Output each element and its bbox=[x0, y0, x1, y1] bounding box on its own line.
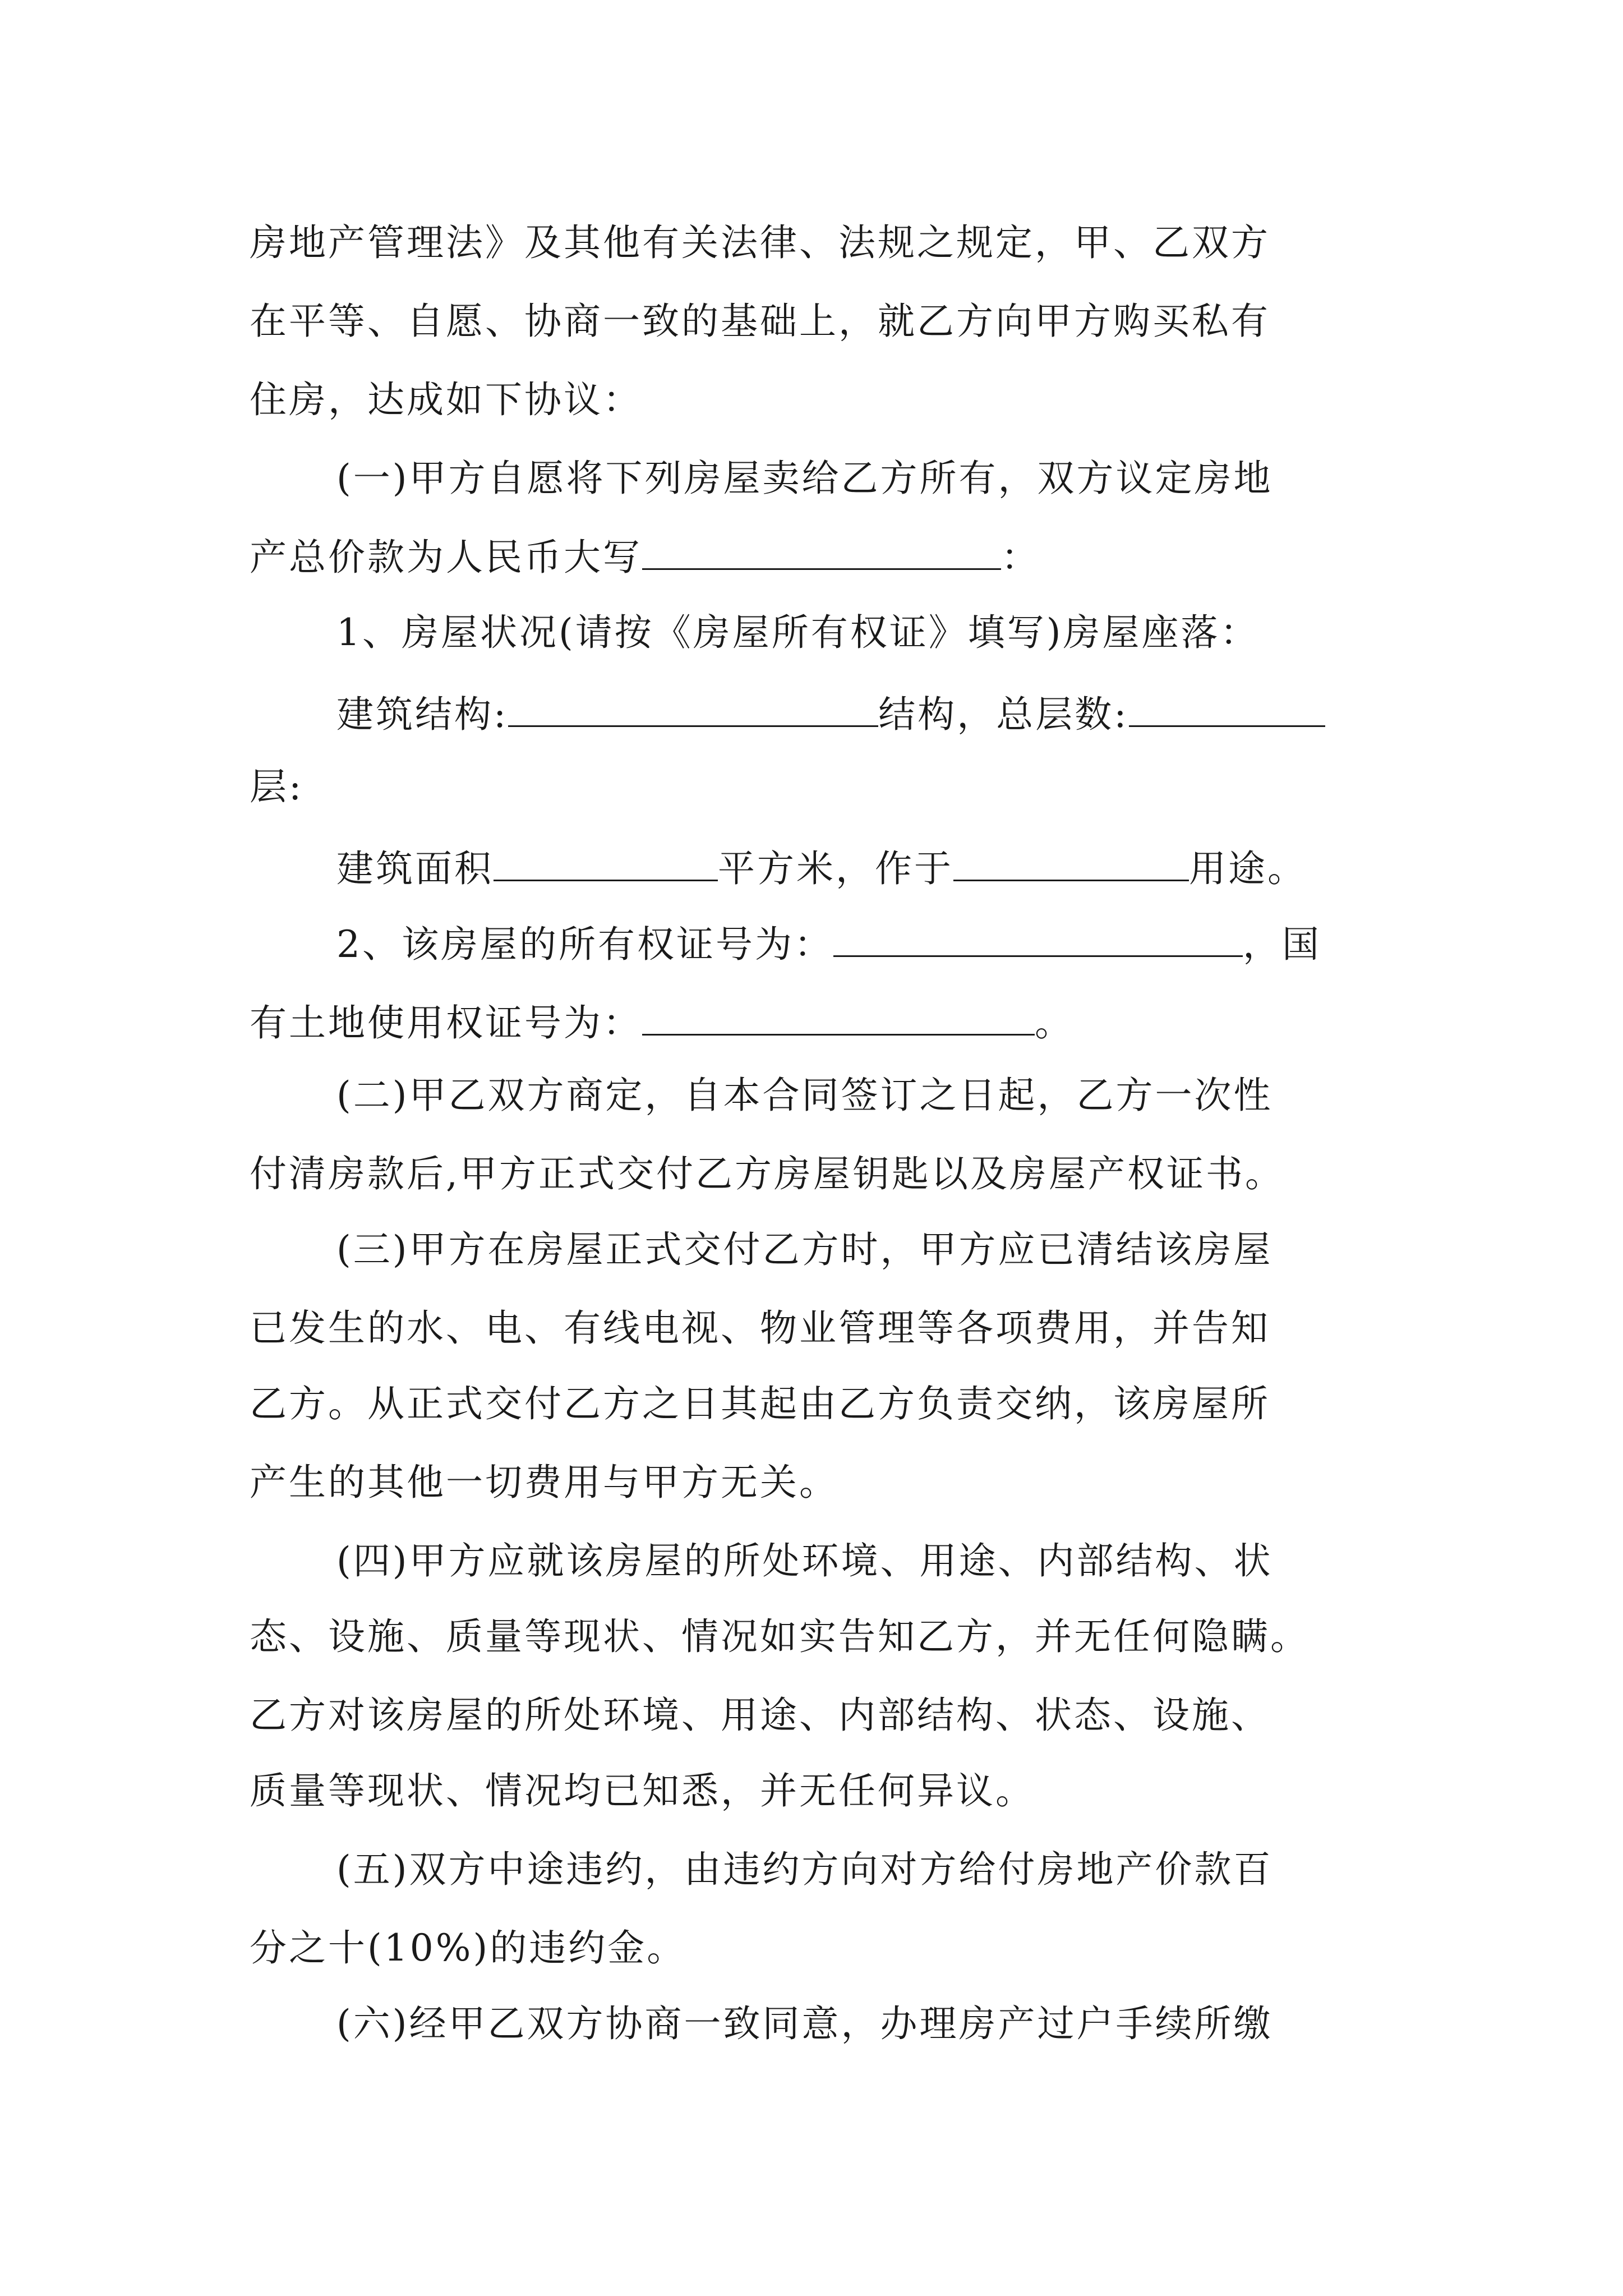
text-segment: ，国 bbox=[1243, 923, 1321, 966]
text-segment: 住房，达成如下协议： bbox=[250, 378, 642, 421]
text-line-7 bbox=[336, 693, 1325, 736]
text-segment: 乙方。从正式交付乙方之日其起由乙方负责交纳，该房屋所 bbox=[250, 1382, 1270, 1425]
fill-in-blank[interactable] bbox=[642, 536, 1001, 570]
text-line-21 bbox=[250, 1769, 1035, 1812]
text-segment: 2、该房屋的所有权证号为： bbox=[336, 923, 833, 966]
text-segment: 付清房款后,甲方正式交付乙方房屋钥匙以及房屋产权证书。 bbox=[250, 1152, 1284, 1195]
text-segment: (五)双方中途违约，由违约方向对方给付房地产价款百 bbox=[336, 1848, 1273, 1891]
text-segment: 产生的其他一切费用与甲方无关。 bbox=[250, 1461, 838, 1504]
text-segment: 用途。 bbox=[1189, 847, 1307, 890]
text-line-24 bbox=[336, 2002, 1273, 2045]
text-segment: 有土地使用权证号为： bbox=[250, 1001, 642, 1045]
fill-in-blank[interactable] bbox=[642, 1001, 1035, 1036]
text-line-11 bbox=[250, 1001, 1074, 1045]
text-line-17 bbox=[250, 1461, 838, 1504]
text-line-10 bbox=[336, 923, 1321, 966]
text-segment: 建筑面积 bbox=[336, 847, 494, 890]
text-line-23 bbox=[250, 1926, 686, 1970]
fill-in-blank[interactable] bbox=[833, 923, 1243, 957]
text-line-5 bbox=[250, 536, 1040, 579]
text-segment: 层: bbox=[250, 765, 304, 808]
text-line-12 bbox=[336, 1074, 1273, 1117]
text-line-19 bbox=[250, 1615, 1310, 1658]
text-segment: 态、设施、质量等现状、情况如实告知乙方，并无任何隐瞒。 bbox=[250, 1615, 1310, 1658]
text-line-6 bbox=[336, 611, 1260, 654]
text-segment: 建筑结构: bbox=[336, 693, 509, 736]
text-segment: 已发生的水、电、有线电视、物业管理等各项费用，并告知 bbox=[250, 1306, 1270, 1350]
text-segment: 产总价款为人民币大写 bbox=[250, 536, 642, 579]
text-segment: ： bbox=[1001, 536, 1040, 579]
text-segment: 分之十(10%)的违约金。 bbox=[250, 1926, 686, 1970]
text-segment: (二)甲乙双方商定，自本合同签订之日起，乙方一次性 bbox=[336, 1074, 1273, 1117]
fill-in-blank[interactable] bbox=[508, 693, 878, 727]
text-segment: (一)甲方自愿将下列房屋卖给乙方所有，双方议定房地 bbox=[336, 457, 1273, 500]
text-segment: 在平等、自愿、协商一致的基础上，就乙方向甲方购买私有 bbox=[250, 300, 1270, 343]
text-segment: 质量等现状、情况均已知悉，并无任何异议。 bbox=[250, 1769, 1035, 1812]
text-segment: 。 bbox=[1035, 1001, 1074, 1045]
text-segment: (六)经甲乙双方协商一致同意，办理房产过户手续所缴 bbox=[336, 2002, 1273, 2045]
text-segment: 乙方对该房屋的所处环境、用途、内部结构、状态、设施、 bbox=[250, 1694, 1270, 1737]
text-line-13 bbox=[250, 1152, 1284, 1195]
fill-in-blank[interactable] bbox=[953, 847, 1189, 881]
text-line-15 bbox=[250, 1306, 1270, 1350]
text-segment: 平方米，作于 bbox=[718, 847, 953, 890]
fill-in-blank[interactable] bbox=[1129, 693, 1325, 727]
text-segment: 结构，总层数: bbox=[878, 693, 1129, 736]
text-line-14 bbox=[336, 1228, 1273, 1271]
fill-in-blank[interactable] bbox=[494, 847, 718, 881]
text-line-20 bbox=[250, 1694, 1270, 1737]
text-line-3 bbox=[250, 378, 642, 421]
text-segment: 房地产管理法》及其他有关法律、法规之规定，甲、乙双方 bbox=[250, 221, 1270, 264]
text-line-18 bbox=[336, 1539, 1273, 1582]
text-line-4 bbox=[336, 457, 1273, 500]
text-segment: (三)甲方在房屋正式交付乙方时，甲方应已清结该房屋 bbox=[336, 1228, 1273, 1271]
text-line-9 bbox=[336, 847, 1307, 890]
text-line-8 bbox=[250, 765, 304, 808]
text-line-16 bbox=[250, 1382, 1270, 1425]
text-segment: 1、房屋状况(请按《房屋所有权证》填写)房屋座落： bbox=[336, 611, 1260, 654]
text-segment: (四)甲方应就该房屋的所处环境、用途、内部结构、状 bbox=[336, 1539, 1273, 1582]
text-line-2 bbox=[250, 300, 1270, 343]
text-line-1 bbox=[250, 221, 1270, 264]
text-line-22 bbox=[336, 1848, 1273, 1891]
